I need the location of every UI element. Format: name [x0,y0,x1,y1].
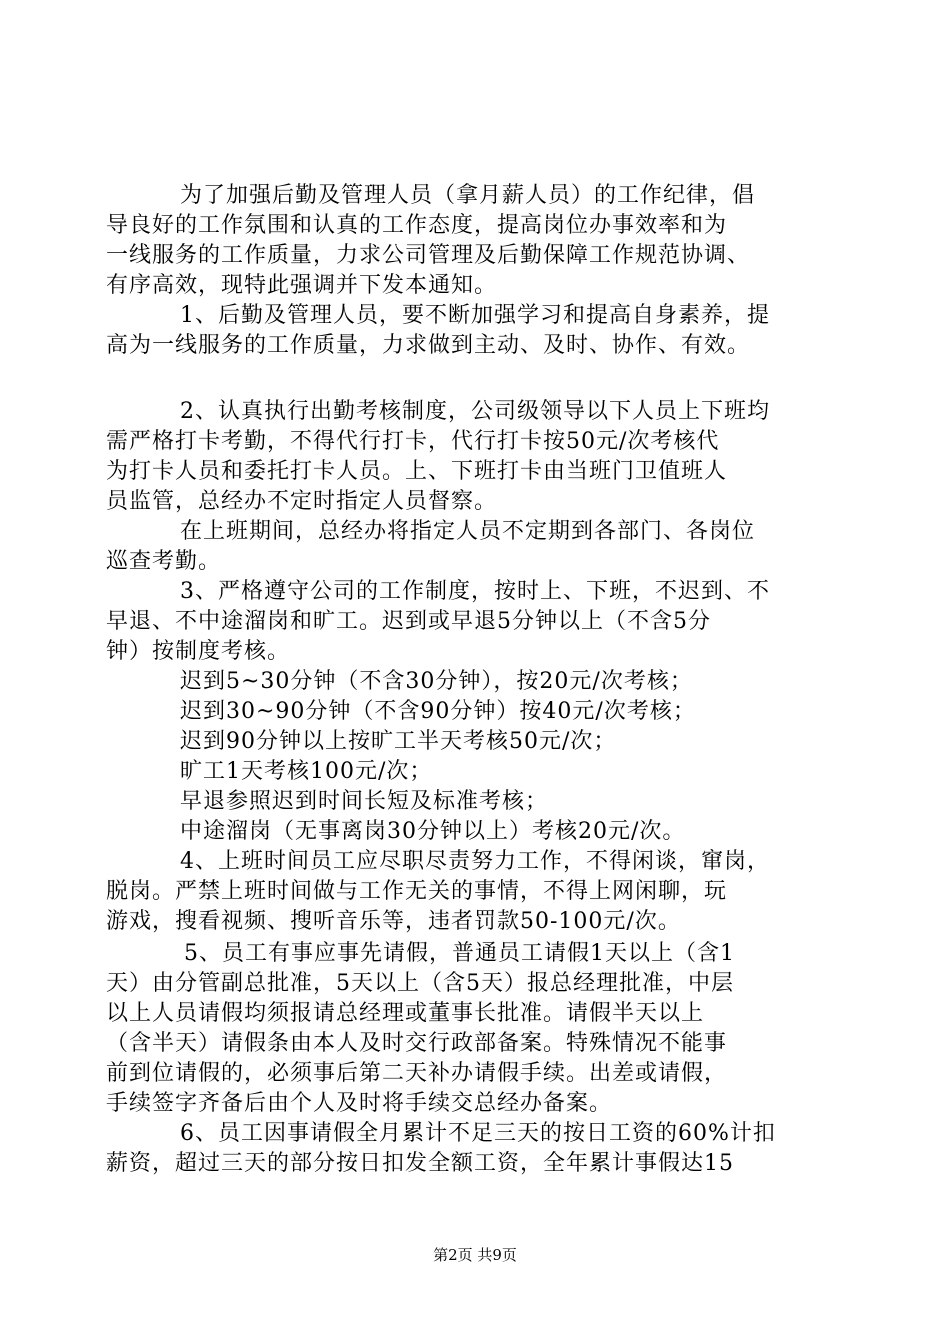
text-line: 为打卡人员和委托打卡人员。上、下班打卡由当班门卫值班人 [106,459,728,484]
text-line: 员监管，总经办不定时指定人员督察。 [106,489,498,514]
page-footer: 第2页 共9页 [433,1246,517,1264]
text-line: 5、员工有事应事先请假，普通员工请假1天以上（含1 [184,941,735,966]
text-line: 3、严格遵守公司的工作制度，按时上、下班，不迟到、不 [180,579,770,604]
text-line: 钟）按制度考核。 [106,639,291,664]
text-line: 为了加强后勤及管理人员（拿月薪人员）的工作纪律，倡 [180,183,756,208]
text-line: 一线服务的工作质量，力求公司管理及后勤保障工作规范协调、 [106,243,751,268]
text-line: 有序高效，现特此强调并下发本通知。 [106,273,498,298]
text-line: 迟到5~30分钟（不含30分钟），按20元/次考核； [180,669,693,694]
text-line: 迟到30~90分钟（不含90分钟）按40元/次考核； [180,699,696,724]
text-line: 前到位请假的，必须事后第二天补办请假手续。出差或请假， [106,1061,728,1086]
text-line: 脱岗。严禁上班时间做与工作无关的事情，不得上网闲聊，玩 [106,879,728,904]
text-line: 手续签字齐备后由个人及时将手续交总经办备案。 [106,1091,613,1116]
text-line: 6、员工因事请假全月累计不足三天的按日工资的60%计扣 [180,1121,776,1146]
text-line: （含半天）请假条由本人及时交行政部备案。特殊情况不能事 [106,1031,728,1056]
text-line: 巡查考勤。 [106,549,222,574]
text-line: 需严格打卡考勤，不得代行打卡，代行打卡按50元/次考核代 [106,429,720,454]
text-line: 以上人员请假均须报请总经理或董事长批准。请假半天以上 [106,1001,705,1026]
text-line: 1、后勤及管理人员，要不断加强学习和提高自身素养，提 [180,303,770,328]
text-line: 天）由分管副总批准，5天以上（含5天）报总经理批准，中层 [106,971,734,996]
text-line: 4、上班时间员工应尽职尽责努力工作，不得闲谈，窜岗， [180,849,770,874]
text-line: 2、认真执行出勤考核制度，公司级领导以下人员上下班均 [180,399,770,424]
text-line: 早退、不中途溜岗和旷工。迟到或早退5分钟以上（不含5分 [106,609,711,634]
text-line: 高为一线服务的工作质量，力求做到主动、及时、协作、有效。 [106,333,751,358]
text-line: 旷工1天考核100元/次； [180,759,433,784]
text-line: 早退参照迟到时间长短及标准考核； [180,789,549,814]
text-line: 中途溜岗（无事离岗30分钟以上）考核20元/次。 [180,819,686,844]
text-line: 迟到90分钟以上按旷工半天考核50元/次； [180,729,617,754]
text-line: 导良好的工作氛围和认真的工作态度，提高岗位办事效率和为 [106,213,728,238]
text-line: 薪资，超过三天的部分按日扣发全额工资，全年累计事假达15 [106,1151,734,1176]
text-line: 游戏，搜看视频、搜听音乐等，违者罚款50-100元/次。 [106,909,681,934]
text-line: 在上班期间，总经办将指定人员不定期到各部门、各岗位 [180,519,756,544]
